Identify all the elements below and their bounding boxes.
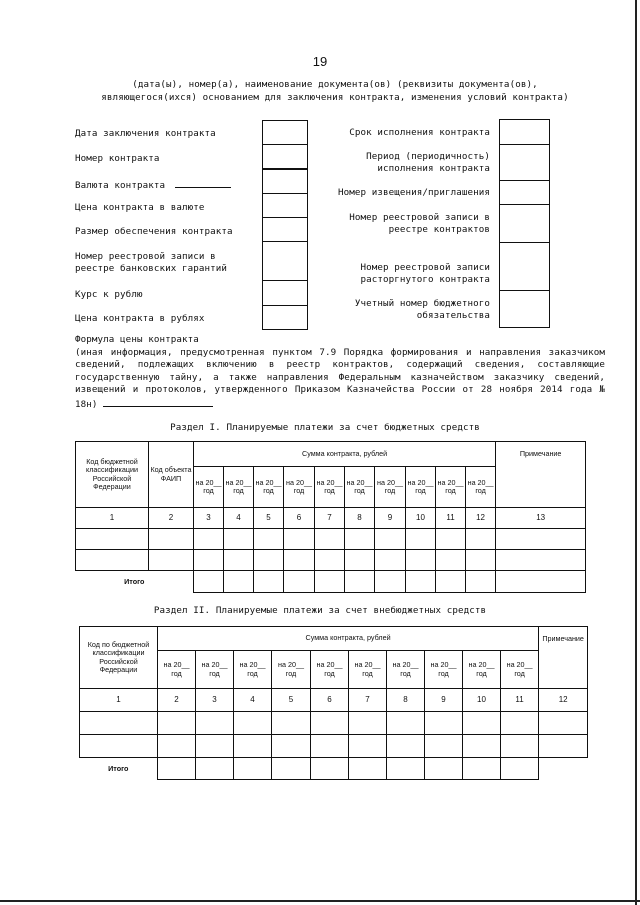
- s1-col-number: 7: [315, 508, 345, 529]
- field-contract-number[interactable]: [262, 144, 308, 169]
- s2-year-header: на 20__ год: [501, 651, 539, 689]
- s1-cell[interactable]: [345, 550, 375, 571]
- s1-cell[interactable]: [466, 529, 496, 550]
- page-edge-right: [635, 0, 637, 905]
- currency-underline: [175, 178, 231, 188]
- s2-year-header: на 20__ год: [234, 651, 272, 689]
- label-contract-number: Номер контракта: [75, 153, 160, 164]
- s2-cell[interactable]: [272, 712, 311, 735]
- field-execution-term[interactable]: [499, 119, 550, 145]
- s1-header-faip: Код объекта ФАИП: [149, 442, 194, 508]
- s2-col-number: 9: [425, 689, 463, 712]
- label-budget-obligation: Учетный номер бюджетного обязательства: [354, 298, 490, 321]
- s2-col-number: 10: [463, 689, 501, 712]
- document-caption: (дата(ы), номер(а), наименование документа(ов) (реквизиты документа(ов), являющегося(ихся) основанием для заключения контракта, изменения условий контракта): [101, 79, 569, 103]
- section2-table: [79, 626, 588, 780]
- section1-title: Раздел I. Планируемые платежи за счет бюджетных средств: [170, 422, 480, 433]
- section1-table: [75, 441, 586, 593]
- s2-col-number: 2: [158, 689, 196, 712]
- s1-year-header: на 20__ год: [315, 467, 345, 508]
- s1-cell[interactable]: [406, 529, 436, 550]
- s1-cell[interactable]: [436, 529, 466, 550]
- s1-total-cell[interactable]: [194, 571, 224, 593]
- s1-col-number: 8: [345, 508, 375, 529]
- s2-year-header: на 20__ год: [158, 651, 196, 689]
- s1-cell[interactable]: [149, 550, 194, 571]
- s1-total-cell[interactable]: [224, 571, 254, 593]
- s2-col-number: 4: [234, 689, 272, 712]
- s1-col-number: 11: [436, 508, 466, 529]
- s1-cell[interactable]: [466, 550, 496, 571]
- label-contract-currency: [75, 178, 231, 192]
- s1-col-number: 5: [254, 508, 284, 529]
- s1-total-cell[interactable]: [254, 571, 284, 593]
- s1-cell[interactable]: [76, 529, 149, 550]
- s2-cell[interactable]: [463, 712, 501, 735]
- s1-year-header: на 20__ год: [194, 467, 224, 508]
- s1-total-row: [76, 571, 586, 593]
- s2-year-header: на 20__ год: [349, 651, 387, 689]
- s2-total-cell[interactable]: [234, 758, 272, 780]
- field-notice-number[interactable]: [499, 180, 550, 205]
- s2-total-cell[interactable]: [272, 758, 311, 780]
- s2-header-kbk: Код по бюджетной классификации Российской Федерации: [80, 627, 158, 689]
- s2-col-number: 5: [272, 689, 311, 712]
- s1-cell[interactable]: [375, 529, 406, 550]
- s2-col-number: 12: [539, 689, 588, 712]
- field-contract-currency[interactable]: [262, 169, 308, 194]
- s1-cell[interactable]: [224, 550, 254, 571]
- field-exchange-rate[interactable]: [262, 280, 308, 306]
- formula-description: [75, 347, 605, 412]
- label-notice-number: Номер извещения/приглашения: [337, 187, 490, 198]
- s1-cell[interactable]: [284, 550, 315, 571]
- formula-title: Формула цены контракта: [75, 334, 199, 345]
- s2-total-cell[interactable]: [349, 758, 387, 780]
- s1-cell[interactable]: [406, 550, 436, 571]
- label-bank-guarantee-registry: Номер реестровой записи в реестре банковских гарантий: [75, 251, 228, 274]
- s1-cell[interactable]: [345, 529, 375, 550]
- s2-cell[interactable]: [539, 735, 588, 758]
- s1-col-number: 3: [194, 508, 224, 529]
- s1-year-header: на 20__ год: [406, 467, 436, 508]
- s2-col-number: 8: [387, 689, 425, 712]
- s2-total-cell[interactable]: [501, 758, 539, 780]
- field-security-amount[interactable]: [262, 217, 308, 242]
- s1-col-number: 1: [76, 508, 149, 529]
- s1-cell[interactable]: [194, 529, 224, 550]
- s2-header-note: Примечание: [539, 627, 588, 689]
- s2-cell[interactable]: [272, 735, 311, 758]
- s2-cell[interactable]: [234, 712, 272, 735]
- s1-total-cell[interactable]: [345, 571, 375, 593]
- s1-col-number: 10: [406, 508, 436, 529]
- s2-total-label: Итого: [80, 758, 158, 780]
- page-number: 19: [312, 54, 328, 69]
- s1-cell[interactable]: [496, 550, 586, 571]
- s2-col-number: 7: [349, 689, 387, 712]
- s2-year-header: на 20__ год: [196, 651, 234, 689]
- page-edge-bottom: [0, 900, 640, 902]
- s2-year-header: на 20__ год: [311, 651, 349, 689]
- label-registry-number: Номер реестровой записи в реестре контрактов: [349, 212, 490, 235]
- s2-total-cell[interactable]: [425, 758, 463, 780]
- s1-total-cell[interactable]: [315, 571, 345, 593]
- s2-total-cell[interactable]: [463, 758, 501, 780]
- section2-title: Раздел II. Планируемые платежи за счет внебюджетных средств: [153, 605, 487, 616]
- s1-cell[interactable]: [194, 550, 224, 571]
- s1-total-cell[interactable]: [284, 571, 315, 593]
- s2-header-sum: Сумма контракта, рублей: [158, 627, 539, 651]
- s2-col-number: 1: [80, 689, 158, 712]
- s2-total-row: [80, 758, 588, 780]
- formula-description-text: (иная информация, предусмотренная пунктом 7.9 Порядка формирования и направления заказчиком сведений, подлежащих включению в реестр контрактов, содержащий сведения, составляющие государственную тайну, а также направления Федеральным казначейством заказчику сведений, извещений и протоколов, утвержденного Приказом Казначейства России от 28 ноября 2014 года № 18н): [75, 346, 605, 410]
- label-execution-period: Период (периодичность) исполнения контракта: [366, 151, 490, 174]
- s1-cell[interactable]: [496, 529, 586, 550]
- s2-cell[interactable]: [234, 735, 272, 758]
- formula-underline: [103, 397, 213, 407]
- s1-col-number: 13: [496, 508, 586, 529]
- label-price-currency: Цена контракта в валюте: [75, 202, 205, 213]
- s2-cell[interactable]: [463, 735, 501, 758]
- s1-year-header: на 20__ год: [345, 467, 375, 508]
- s1-col-number: 2: [149, 508, 194, 529]
- s2-cell[interactable]: [539, 712, 588, 735]
- s1-cell[interactable]: [436, 550, 466, 571]
- s1-total-cell[interactable]: [375, 571, 406, 593]
- s2-year-header: на 20__ год: [272, 651, 311, 689]
- s1-col-number: 6: [284, 508, 315, 529]
- s1-total-cell[interactable]: [496, 571, 586, 593]
- s2-col-number: 6: [311, 689, 349, 712]
- s2-cell[interactable]: [158, 735, 196, 758]
- label-price-rub: Цена контракта в рублях: [75, 313, 205, 324]
- s2-cell[interactable]: [311, 735, 349, 758]
- label-exchange-rate: Курс к рублю: [75, 289, 143, 300]
- s1-cell[interactable]: [284, 529, 315, 550]
- s2-table-row: [80, 712, 588, 735]
- label-contract-currency-text: Валюта контракта: [75, 180, 166, 191]
- s2-cell[interactable]: [425, 735, 463, 758]
- s1-cell[interactable]: [254, 550, 284, 571]
- s2-year-header: на 20__ год: [463, 651, 501, 689]
- s1-cell[interactable]: [315, 550, 345, 571]
- s1-header-sum: Сумма контракта, рублей: [194, 442, 496, 467]
- s2-cell[interactable]: [349, 735, 387, 758]
- s2-cell[interactable]: [80, 712, 158, 735]
- field-registry-number[interactable]: [499, 204, 550, 243]
- label-security-amount: Размер обеспечения контракта: [75, 226, 233, 237]
- s1-col-number: 9: [375, 508, 406, 529]
- s1-header-note: Примечание: [496, 442, 586, 508]
- s2-total-cell[interactable]: [158, 758, 196, 780]
- s2-col-number: 3: [196, 689, 234, 712]
- s1-cell[interactable]: [315, 529, 345, 550]
- s1-header-kbk: Код бюджетной классификации Российской Федерации: [76, 442, 149, 508]
- s2-year-header: на 20__ год: [425, 651, 463, 689]
- s1-cell[interactable]: [149, 529, 194, 550]
- s2-col-number: 11: [501, 689, 539, 712]
- s1-cell[interactable]: [254, 529, 284, 550]
- s2-cell[interactable]: [425, 712, 463, 735]
- s2-total-cell[interactable]: [196, 758, 234, 780]
- s1-year-header: на 20__ год: [466, 467, 496, 508]
- s2-cell[interactable]: [158, 712, 196, 735]
- s1-table-row: [76, 550, 586, 571]
- field-execution-period[interactable]: [499, 144, 550, 181]
- s2-cell[interactable]: [501, 712, 539, 735]
- s1-total-label: Итого: [76, 571, 194, 593]
- s1-total-cell[interactable]: [406, 571, 436, 593]
- s1-table-row: [76, 529, 586, 550]
- formula-block: [75, 334, 605, 411]
- s2-total-cell[interactable]: [387, 758, 425, 780]
- field-contract-date[interactable]: [262, 120, 308, 145]
- field-price-currency[interactable]: [262, 193, 308, 218]
- s2-cell[interactable]: [196, 712, 234, 735]
- s2-cell[interactable]: [387, 712, 425, 735]
- s1-cell[interactable]: [76, 550, 149, 571]
- s1-col-number: 12: [466, 508, 496, 529]
- field-price-rub[interactable]: [262, 305, 308, 330]
- s2-year-header: на 20__ год: [387, 651, 425, 689]
- s2-table-row: [80, 735, 588, 758]
- s1-year-header: на 20__ год: [375, 467, 406, 508]
- s2-cell[interactable]: [349, 712, 387, 735]
- s1-year-header: на 20__ год: [224, 467, 254, 508]
- s2-total-cell[interactable]: [311, 758, 349, 780]
- s2-cell[interactable]: [196, 735, 234, 758]
- s1-cell[interactable]: [375, 550, 406, 571]
- field-budget-obligation[interactable]: [499, 290, 550, 328]
- s1-year-header: на 20__ год: [284, 467, 315, 508]
- s2-cell[interactable]: [501, 735, 539, 758]
- label-execution-term: Срок исполнения контракта: [349, 127, 490, 138]
- label-contract-date: Дата заключения контракта: [75, 128, 216, 139]
- s1-total-cell[interactable]: [466, 571, 496, 593]
- s2-cell[interactable]: [80, 735, 158, 758]
- s2-cell[interactable]: [311, 712, 349, 735]
- s1-cell[interactable]: [224, 529, 254, 550]
- field-bank-guarantee-registry[interactable]: [262, 241, 308, 281]
- s1-year-header: на 20__ год: [254, 467, 284, 508]
- field-terminated-registry[interactable]: [499, 242, 550, 291]
- s1-year-header: на 20__ год: [436, 467, 466, 508]
- s2-cell[interactable]: [387, 735, 425, 758]
- s1-col-number: 4: [224, 508, 254, 529]
- label-terminated-registry: Номер реестровой записи расторгнутого контракта: [360, 262, 490, 285]
- s1-total-cell[interactable]: [436, 571, 466, 593]
